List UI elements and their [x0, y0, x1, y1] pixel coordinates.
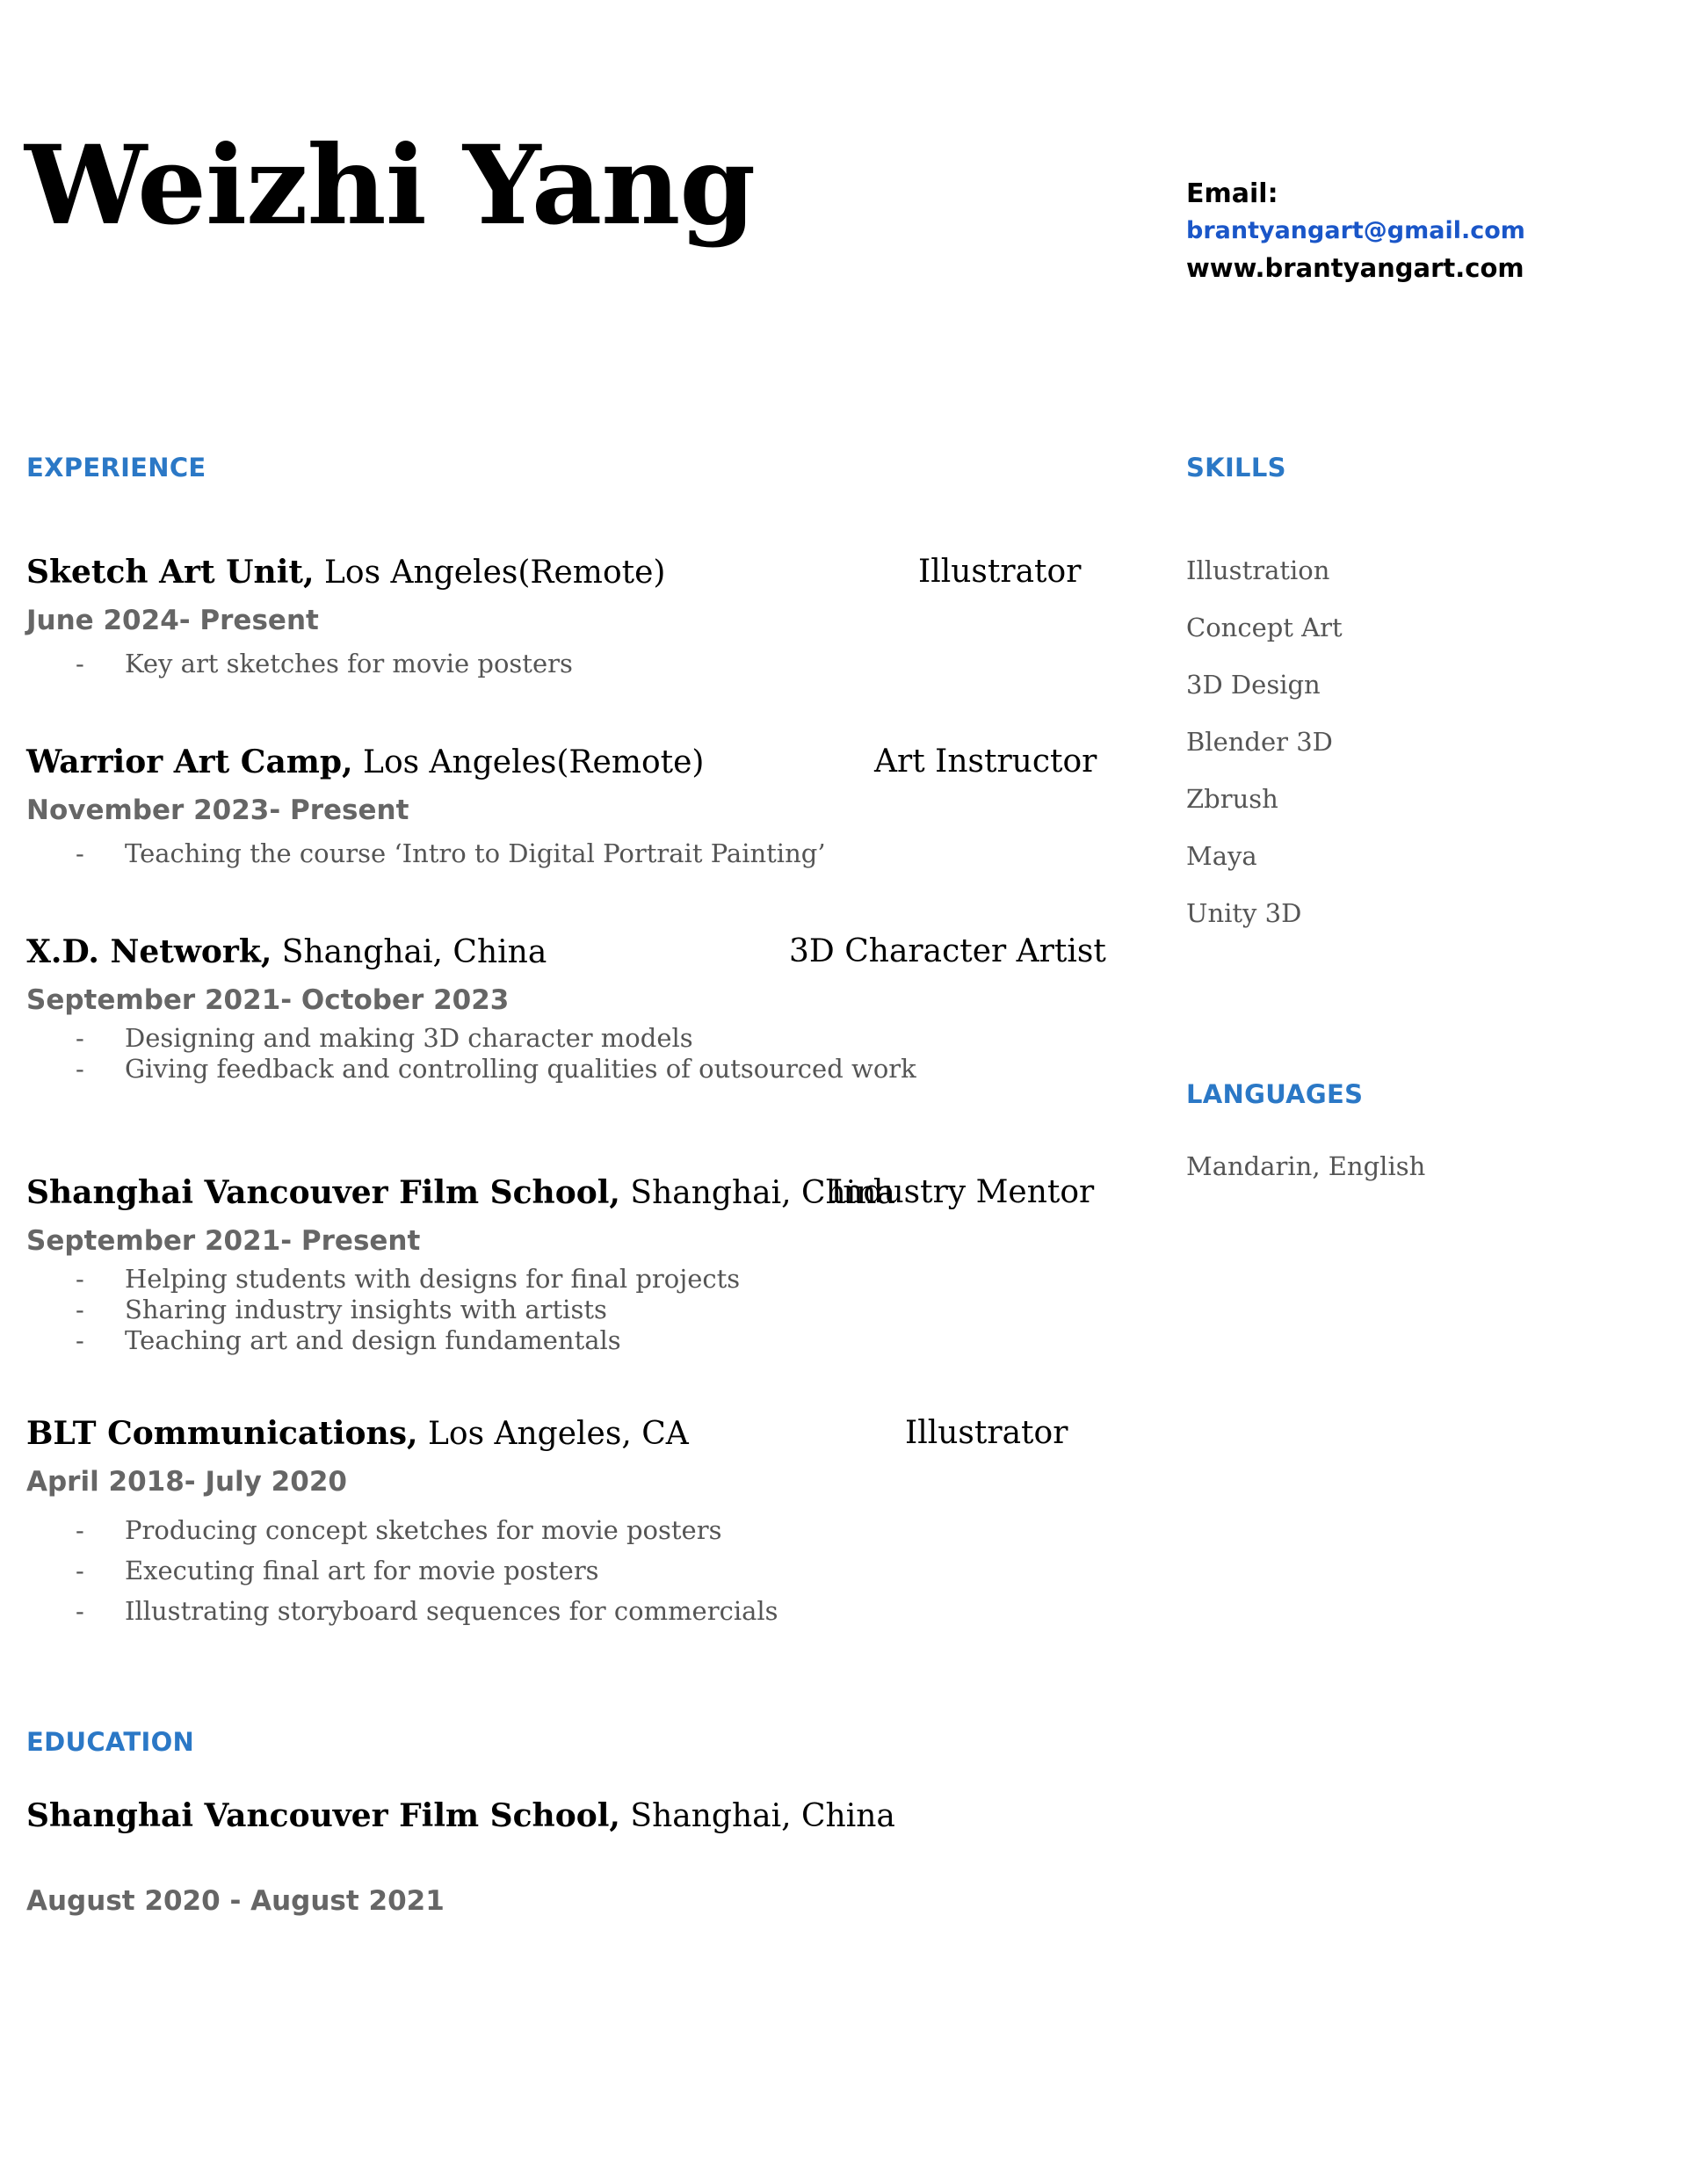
job-bullets [26, 1264, 1081, 1356]
job-entry [26, 1174, 1095, 1356]
skill-item: Blender 3D [1186, 727, 1333, 757]
skill-item: Maya [1186, 841, 1257, 871]
job-entry [26, 933, 1106, 1085]
job-role: Illustrator [918, 554, 1082, 590]
job-bullets [26, 1023, 1081, 1085]
education-location: Shanghai, China [619, 1798, 895, 1834]
dash-icon: - [76, 1515, 84, 1545]
email-label: Email: [1186, 178, 1278, 209]
skill-item: Zbrush [1186, 784, 1278, 814]
dash-icon: - [76, 1325, 84, 1355]
job-role: Industry Mentor [830, 1174, 1095, 1210]
job-header [26, 933, 1106, 977]
dash-icon: - [76, 1054, 84, 1084]
job-bullet: - Key art sketches for movie posters [76, 649, 573, 678]
job-bullet: - Giving feedback and controlling qualities of outsourced work [76, 1054, 916, 1084]
job-bullet: - Helping students with designs for final projects [76, 1264, 741, 1294]
languages-text: Mandarin, English [1186, 1151, 1426, 1181]
job-header [26, 1415, 1081, 1459]
dash-icon: - [76, 1596, 84, 1626]
education-heading: EDUCATION [26, 1727, 195, 1757]
job-bullets [26, 649, 1081, 678]
job-entry [26, 554, 1081, 678]
job-location: Los Angeles(Remote) [352, 744, 705, 780]
job-dates: September 2021- October 2023 [26, 984, 510, 1016]
job-header [26, 1174, 1095, 1218]
dash-icon: - [76, 1556, 84, 1585]
job-bullets [26, 1510, 1081, 1631]
job-bullets [26, 838, 1081, 868]
job-header [26, 744, 1097, 787]
job-bullet: - Teaching art and design fundamentals [76, 1325, 621, 1355]
job-location: Shanghai, China [272, 934, 547, 970]
resume-name: Weizhi Yang [25, 122, 756, 250]
dash-icon: - [76, 649, 84, 678]
job-bullet: - Designing and making 3D character models [76, 1023, 693, 1053]
job-header [26, 554, 1081, 598]
education-organization: Shanghai Vancouver Film School, [26, 1797, 620, 1834]
job-role: Illustrator [905, 1415, 1068, 1451]
job-organization: Shanghai Vancouver Film School, [26, 1174, 620, 1211]
job-dates: November 2023- Present [26, 795, 409, 826]
job-dates: June 2024- Present [26, 605, 319, 636]
job-bullet: - Teaching the course ‘Intro to Digital Portrait Painting’ [76, 838, 826, 868]
job-organization: Sketch Art Unit, [26, 554, 315, 591]
dash-icon: - [76, 1264, 84, 1294]
skill-item: Concept Art [1186, 613, 1343, 642]
experience-heading: EXPERIENCE [26, 453, 206, 483]
job-role: 3D Character Artist [789, 933, 1106, 969]
education-dates: August 2020 - August 2021 [26, 1885, 445, 1917]
job-location: Los Angeles(Remote) [314, 555, 666, 591]
job-entry [26, 744, 1097, 868]
job-location: Los Angeles, CA [417, 1416, 689, 1452]
dash-icon: - [76, 1023, 84, 1053]
skills-list [1186, 552, 1343, 952]
job-organization: BLT Communications, [26, 1415, 418, 1452]
contact-block [1186, 176, 1525, 287]
job-dates: September 2021- Present [26, 1225, 421, 1257]
job-role: Art Instructor [874, 744, 1097, 780]
dash-icon: - [76, 1295, 84, 1324]
job-organization: Warrior Art Camp, [26, 744, 353, 780]
job-bullet: - Producing concept sketches for movie posters [26, 1510, 1081, 1550]
dash-icon: - [76, 838, 84, 868]
job-entry [26, 1415, 1081, 1631]
job-bullet: - Sharing industry insights with artists [76, 1295, 607, 1324]
job-bullet: - Illustrating storyboard sequences for commercials [26, 1591, 1081, 1631]
skills-heading: SKILLS [1186, 453, 1286, 483]
skill-item: Unity 3D [1186, 898, 1302, 928]
skill-item: 3D Design [1186, 670, 1321, 700]
email-link[interactable]: brantyangart@gmail.com [1186, 217, 1525, 244]
languages-heading: LANGUAGES [1186, 1079, 1364, 1109]
job-dates: April 2018- July 2020 [26, 1466, 347, 1498]
website-text: www.brantyangart.com [1186, 253, 1524, 283]
skill-item: Illustration [1186, 555, 1330, 585]
job-location: Shanghai, China [619, 1175, 895, 1211]
job-organization: X.D. Network, [26, 933, 272, 970]
education-entry [26, 1797, 895, 1834]
job-bullet: - Executing final art for movie posters [26, 1550, 1081, 1591]
